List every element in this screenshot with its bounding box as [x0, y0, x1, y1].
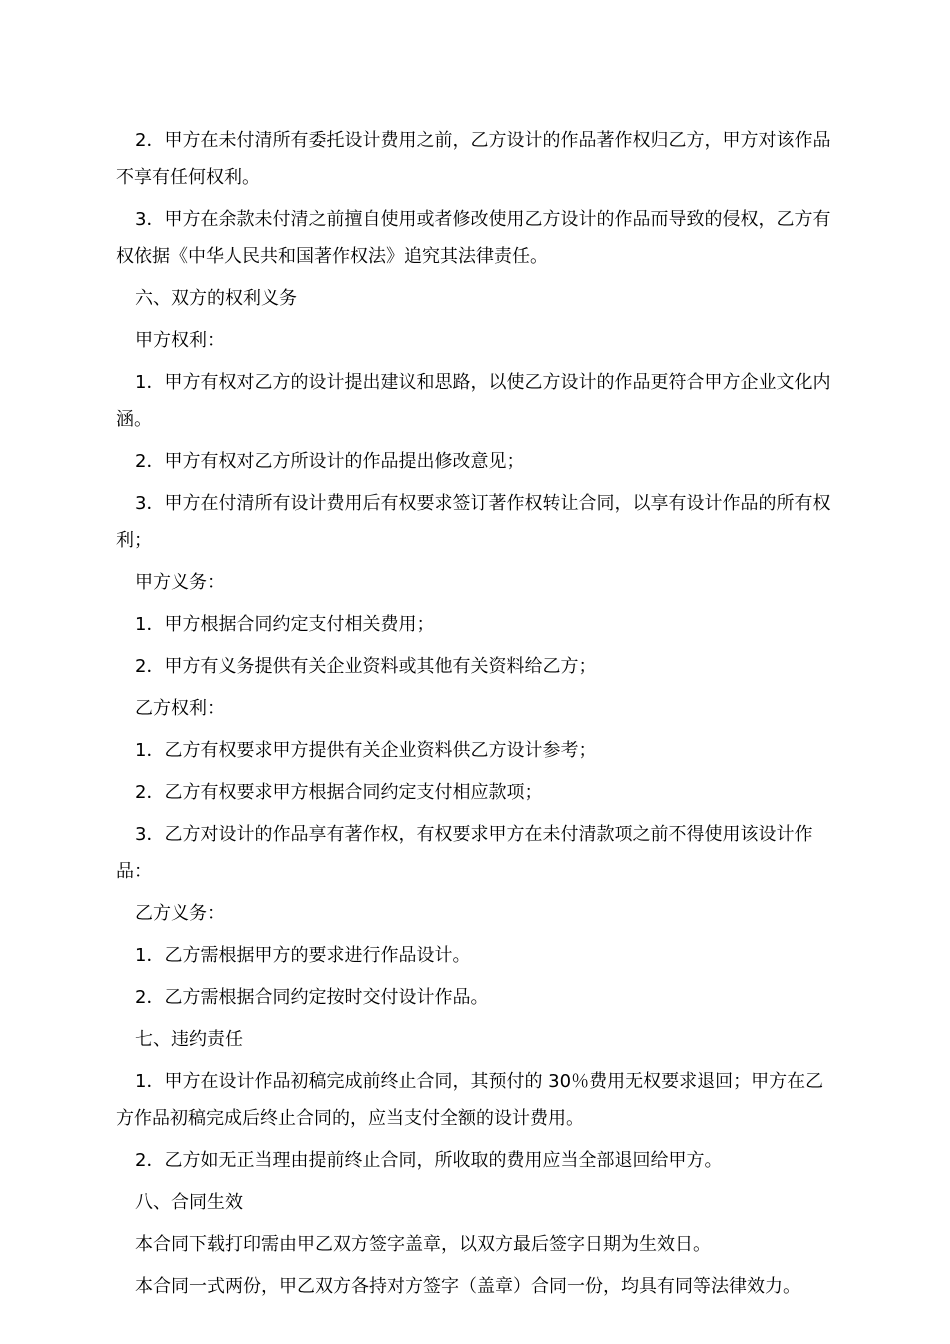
clause-paragraph: 2．甲方在未付清所有委托设计费用之前，乙方设计的作品著作权归乙方，甲方对该作品不享有任何权利。: [116, 130, 831, 188]
clause-paragraph: 本合同一式两份，甲乙双方各持对方签字（盖章）合同一份，均具有同等法律效力。: [135, 1276, 801, 1297]
section-heading: 七、违约责任: [135, 1029, 243, 1050]
subsection-heading: 甲方权利：: [135, 330, 225, 351]
clause-paragraph: 2．乙方有权要求甲方根据合同约定支付相应款项；: [135, 782, 543, 803]
subsection-heading: 甲方义务：: [135, 572, 225, 593]
subsection-heading: 乙方义务：: [135, 903, 225, 924]
clause-paragraph: 3．甲方在余款未付清之前擅自使用或者修改使用乙方设计的作品而导致的侵权，乙方有权依据《中华人民共和国著作权法》追究其法律责任。: [116, 209, 831, 267]
clause-paragraph: 2．甲方有权对乙方所设计的作品提出修改意见；: [135, 451, 525, 472]
clause-paragraph: 1．甲方在设计作品初稿完成前终止合同，其预付的 30％费用无权要求退回；甲方在乙方作品初稿完成后终止合同的，应当支付全额的设计费用。: [116, 1071, 824, 1129]
clause-paragraph: 1．乙方需根据甲方的要求进行作品设计。: [135, 945, 471, 966]
clause-paragraph: 2．乙方如无正当理由提前终止合同，所收取的费用应当全部退回给甲方。: [135, 1150, 723, 1171]
clause-paragraph: 3．甲方在付清所有设计费用后有权要求签订著作权转让合同，以享有设计作品的所有权利；: [116, 493, 831, 551]
clause-paragraph: 2．乙方需根据合同约定按时交付设计作品。: [135, 987, 489, 1008]
clause-paragraph: 2．甲方有义务提供有关企业资料或其他有关资料给乙方；: [135, 656, 597, 677]
clause-paragraph: 本合同下载打印需由甲乙双方签字盖章，以双方最后签字日期为生效日。: [135, 1234, 711, 1255]
clause-paragraph: 1．乙方有权要求甲方提供有关企业资料供乙方设计参考；: [135, 740, 597, 761]
section-heading: 八、合同生效: [135, 1192, 243, 1213]
clause-paragraph: 3．乙方对设计的作品享有著作权，有权要求甲方在未付清款项之前不得使用该设计作品：: [116, 824, 813, 882]
subsection-heading: 乙方权利：: [135, 698, 225, 719]
document-page: [116, 122, 836, 1310]
clause-paragraph: 1．甲方根据合同约定支付相关费用；: [135, 614, 435, 635]
clause-paragraph: 1．甲方有权对乙方的设计提出建议和思路，以使乙方设计的作品更符合甲方企业文化内涵。: [116, 372, 831, 430]
section-heading: 六、双方的权利义务: [135, 288, 297, 309]
